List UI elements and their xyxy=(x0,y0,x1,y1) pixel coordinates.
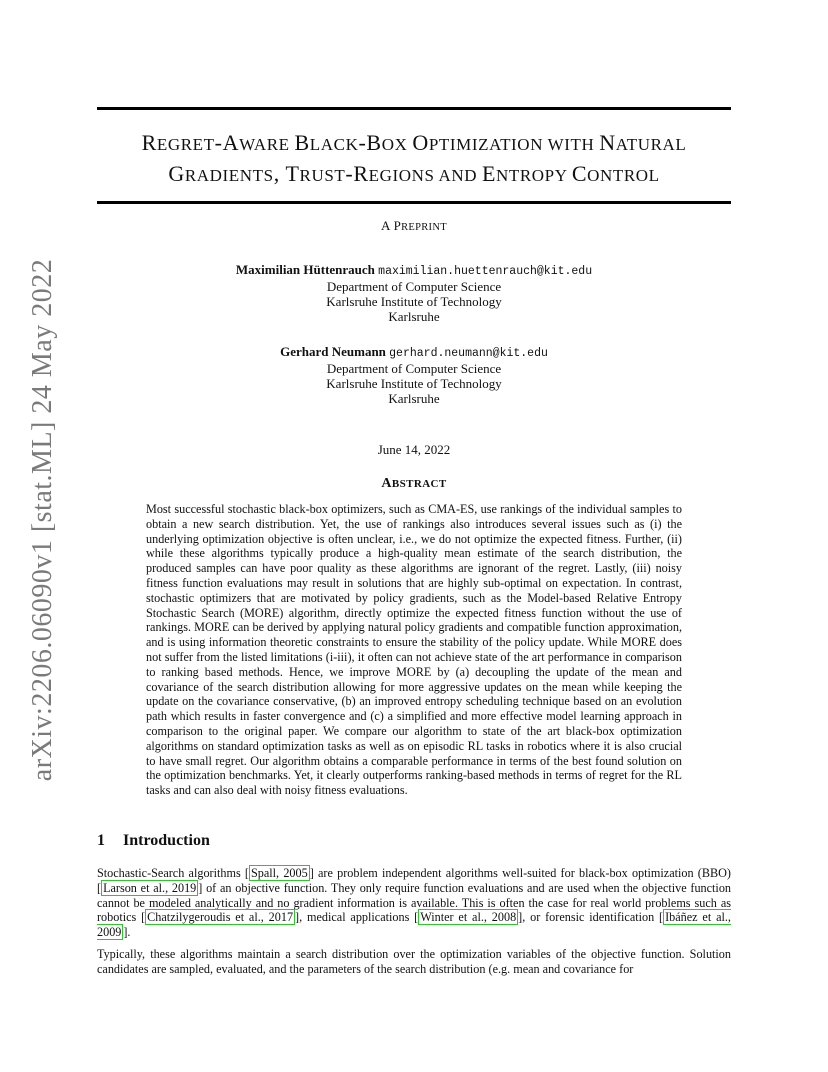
title-smallcaps: PTIMIZATION WITH xyxy=(428,135,600,154)
title-capital: B xyxy=(366,130,382,155)
author-block-1 xyxy=(97,262,731,324)
title-capital: G xyxy=(168,161,185,186)
title-smallcaps: EGRET xyxy=(156,135,215,154)
title-rule-bottom xyxy=(97,201,731,204)
title-smallcaps: WARE xyxy=(239,135,295,154)
intro-paragraph-1: Stochastic-Search algorithms [ Spall, 2005 ] are problem independent algorithms well-suited for black-box optimization (BBO) [ Larson et al., 2019 ] of an objective function. They only require function evaluations and are used when the objective function cannot be modeled analytically and no gradient information is available. This is often the case for real world problems such as robotics [ Chatzilygeroudis et al., 2017 ], medical applications [ Winter et al., 2008 ], or forensic identification [ Ibáñez et al., 2009 ]. xyxy=(97,866,732,940)
author-email[interactable]: maximilian.huettenrauch@kit.edu xyxy=(378,265,593,278)
title-capital: A xyxy=(222,130,240,155)
title-separator: , xyxy=(273,161,286,186)
section-title: Introduction xyxy=(123,832,210,849)
arxiv-identifier: arXiv:2206.06090v1 [stat.ML] 24 May 2022 xyxy=(27,258,58,782)
citation-link[interactable]: Larson et al., 2019 xyxy=(103,880,197,895)
title-smallcaps: EGIONS AND xyxy=(368,166,482,185)
title-capital: R xyxy=(141,130,157,155)
title-smallcaps: RADIENTS xyxy=(184,166,274,185)
title-capital: N xyxy=(599,130,616,155)
title-capital: B xyxy=(294,130,310,155)
title-separator: - xyxy=(358,130,367,155)
paper-title xyxy=(97,128,731,190)
title-capital: R xyxy=(353,161,369,186)
author-city: Karlsruhe xyxy=(388,309,440,324)
citation-link[interactable]: Spall, 2005 xyxy=(250,866,308,880)
section-heading-introduction xyxy=(97,832,210,850)
title-capital: C xyxy=(571,161,588,186)
author-name: Gerhard Neumann xyxy=(280,344,386,359)
preprint-label: A PREPRINT xyxy=(381,218,447,233)
abstract-text: Most successful stochastic black-box optimizers, such as CMA-ES, use rankings of the individual samples to obtain a new search distribution. Yet, the use of rankings also introduces several issues such as (i) the underlying optimization objective is often unclear, i.e., we do not optimize the expected fitness. Further, (ii) while these algorithms typically produce a high-quality mean estimate of the search distribution, the produced samples can have poor quality as these algorithms are ignorant of the regret. Lastly, (iii) noisy fitness function evaluations may result in solutions that are highly sub-optimal on expectation. In contrast, stochastic optimizers that are motivated by policy gradients, such as the Model-based Relative Entropy Stochastic Search (MORE) algorithm, directly optimize the expected fitness function without the use of rankings. MORE can be derived by applying natural policy gradients and compatible function approximation, and is using information theoretic constraints to ensure the stability of the policy update. While MORE does not suffer from the listed limitations (i-iii), it often can not achieve state of the art performance in comparison to ranking based methods. Hence, we improve MORE by (a) decoupling the update of the mean and covariance of the search distribution allowing for more aggressive updates on the mean while keeping the update on the covariance conservative, (b) an improved entropy scheduling technique based on an evolution path which results in faster convergence and (c) a simplified and more effective model learning approach in comparison to the original paper. We compare our algorithm to state of the art black-box optimization algorithms on standard optimization tasks as well as on episodic RL tasks in robotics where it is also crucial to have small regret. Our algorithm obtains a comparable performance in terms of the best found solution on the optimization benchmarks. Yet, it clearly outperforms ranking-based methods in terms of regret for the RL tasks and can also deal with noisy fitness evaluations. xyxy=(146,502,682,798)
author-block-2 xyxy=(97,344,731,406)
title-rule-top xyxy=(97,107,731,110)
section-number: 1 xyxy=(97,832,105,849)
title-smallcaps: ONTROL xyxy=(587,166,660,185)
title-separator: - xyxy=(345,161,354,186)
abstract-heading: ABSTRACT xyxy=(381,476,447,491)
citation-link[interactable]: Winter et al., 2008 xyxy=(420,910,517,925)
title-line-1 xyxy=(97,128,731,159)
title-smallcaps: LACK xyxy=(309,135,359,154)
intro-paragraph-2: Typically, these algorithms maintain a search distribution over the optimization variables of the objective function. Solution candidates are sampled, evaluated, and the parameters of the search distribution (e.g. mean and covariance for xyxy=(97,947,731,976)
author-department: Department of Computer Science xyxy=(326,279,502,294)
author-name: Maximilian Hüttenrauch xyxy=(235,262,375,277)
title-smallcaps: RUST xyxy=(299,166,346,185)
title-capital: E xyxy=(481,161,496,186)
publication-date: June 14, 2022 xyxy=(377,442,451,457)
author-department: Department of Computer Science xyxy=(326,361,502,376)
title-smallcaps: NTROPY xyxy=(496,166,572,185)
title-separator: - xyxy=(214,130,223,155)
title-smallcaps: OX xyxy=(381,135,413,154)
citation-link[interactable]: Chatzilygeroudis et al., 2017 xyxy=(147,910,294,925)
author-email[interactable]: gerhard.neumann@kit.edu xyxy=(389,347,548,360)
title-capital: T xyxy=(285,161,300,186)
author-city: Karlsruhe xyxy=(388,391,440,406)
citation-link[interactable]: Ibáñez et al., 2009 xyxy=(97,910,731,940)
title-capital: O xyxy=(412,130,429,155)
title-smallcaps: ATURAL xyxy=(615,135,687,154)
title-line-2 xyxy=(97,159,731,190)
author-institute: Karlsruhe Institute of Technology xyxy=(326,376,502,391)
author-institute: Karlsruhe Institute of Technology xyxy=(326,294,502,309)
